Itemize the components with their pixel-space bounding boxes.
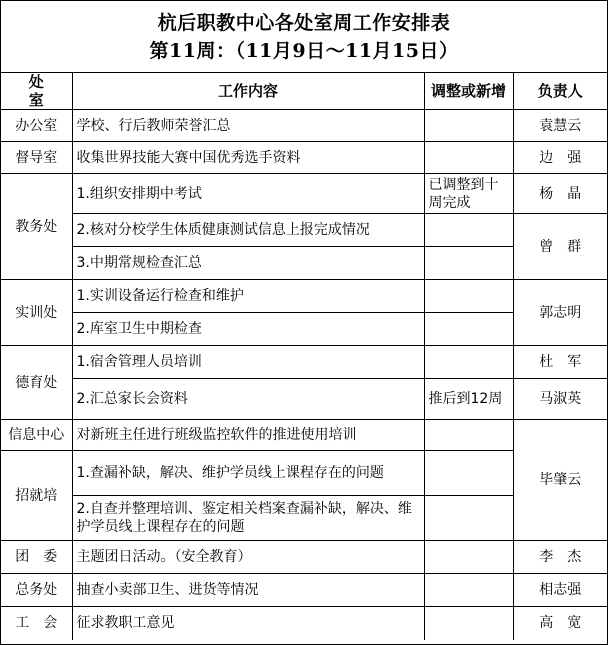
dept-supervision: 督导室 bbox=[1, 142, 72, 174]
content-academic-1: 1.组织安排期中考试 bbox=[72, 174, 424, 214]
person-office: 袁慧云 bbox=[513, 110, 607, 142]
adjust-info bbox=[424, 420, 513, 451]
dept-moral: 德育处 bbox=[1, 346, 72, 420]
dept-academic: 教务处 bbox=[1, 174, 72, 280]
header-person: 负责人 bbox=[513, 73, 607, 110]
content-enroll-2: 2.自查并整理培训、鉴定相关档案查漏补缺，解决、维护学员线上课程存在的问题 bbox=[72, 496, 424, 541]
header-dept: 处 室 bbox=[1, 73, 72, 110]
adjust-enroll-1 bbox=[424, 451, 513, 496]
person-league: 李 杰 bbox=[513, 541, 607, 574]
content-academic-3: 3.中期常规检查汇总 bbox=[72, 247, 424, 280]
person-supervision: 边 强 bbox=[513, 142, 607, 174]
adjust-academic-1: 已调整到十周完成 bbox=[424, 174, 513, 214]
content-general: 抽查小卖部卫生、进货等情况 bbox=[72, 574, 424, 607]
adjust-general bbox=[424, 574, 513, 607]
content-moral-1: 1.宿舍管理人员培训 bbox=[72, 346, 424, 379]
content-supervision: 收集世界技能大赛中国优秀选手资料 bbox=[72, 142, 424, 174]
sheet-title: 杭后职教中心各处室周工作安排表 bbox=[157, 11, 451, 34]
dept-union: 工 会 bbox=[1, 607, 72, 640]
table-row bbox=[1, 420, 607, 451]
adjust-moral-1 bbox=[424, 346, 513, 379]
content-academic-2: 2.核对分校学生体质健康测试信息上报完成情况 bbox=[72, 214, 424, 247]
adjust-training-2 bbox=[424, 313, 513, 346]
week-range: 第11周：（11月9日～11月15日） bbox=[149, 39, 459, 62]
content-info: 对新班主任进行班级监控软件的推进使用培训 bbox=[72, 420, 424, 451]
person-general: 相志强 bbox=[513, 574, 607, 607]
content-union: 征求教职工意见 bbox=[72, 607, 424, 640]
content-moral-2: 2.汇总家长会资料 bbox=[72, 379, 424, 420]
adjust-academic-3 bbox=[424, 247, 513, 280]
person-academic-1: 杨 晶 bbox=[513, 174, 607, 214]
table-row bbox=[1, 214, 607, 247]
dept-info: 信息中心 bbox=[1, 420, 72, 451]
dept-enroll: 招就培 bbox=[1, 451, 72, 541]
person-union: 高 宽 bbox=[513, 607, 607, 640]
table-row bbox=[1, 174, 607, 214]
adjust-supervision bbox=[424, 142, 513, 174]
schedule-table bbox=[1, 73, 607, 640]
dept-league: 团 委 bbox=[1, 541, 72, 574]
content-office: 学校、行后教师荣誉汇总 bbox=[72, 110, 424, 142]
header-adjust: 调整或新增 bbox=[424, 73, 513, 110]
adjust-training-1 bbox=[424, 280, 513, 313]
dept-training: 实训处 bbox=[1, 280, 72, 346]
adjust-union bbox=[424, 607, 513, 640]
header-row bbox=[1, 73, 607, 110]
table-row bbox=[1, 346, 607, 379]
header-content: 工作内容 bbox=[72, 73, 424, 110]
content-training-1: 1.实训设备运行检查和维护 bbox=[72, 280, 424, 313]
table-row bbox=[1, 541, 607, 574]
table-row bbox=[1, 110, 607, 142]
adjust-league bbox=[424, 541, 513, 574]
person-info-enroll: 毕肇云 bbox=[513, 420, 607, 541]
dept-general: 总务处 bbox=[1, 574, 72, 607]
content-training-2: 2.库室卫生中期检查 bbox=[72, 313, 424, 346]
table-row bbox=[1, 379, 607, 420]
table-row bbox=[1, 280, 607, 313]
dept-office: 办公室 bbox=[1, 110, 72, 142]
person-training: 郭志明 bbox=[513, 280, 607, 346]
table-row bbox=[1, 574, 607, 607]
person-moral-1: 杜 军 bbox=[513, 346, 607, 379]
adjust-enroll-2 bbox=[424, 496, 513, 541]
person-moral-2: 马淑英 bbox=[513, 379, 607, 420]
table-row bbox=[1, 142, 607, 174]
table-row bbox=[1, 607, 607, 640]
content-league: 主题团日活动。（安全教育） bbox=[72, 541, 424, 574]
title-area bbox=[1, 1, 607, 73]
content-enroll-1: 1.查漏补缺，解决、维护学员线上课程存在的问题 bbox=[72, 451, 424, 496]
adjust-office bbox=[424, 110, 513, 142]
person-academic-2: 曾 群 bbox=[513, 214, 607, 280]
adjust-moral-2: 推后到12周 bbox=[424, 379, 513, 420]
adjust-academic-2 bbox=[424, 214, 513, 247]
